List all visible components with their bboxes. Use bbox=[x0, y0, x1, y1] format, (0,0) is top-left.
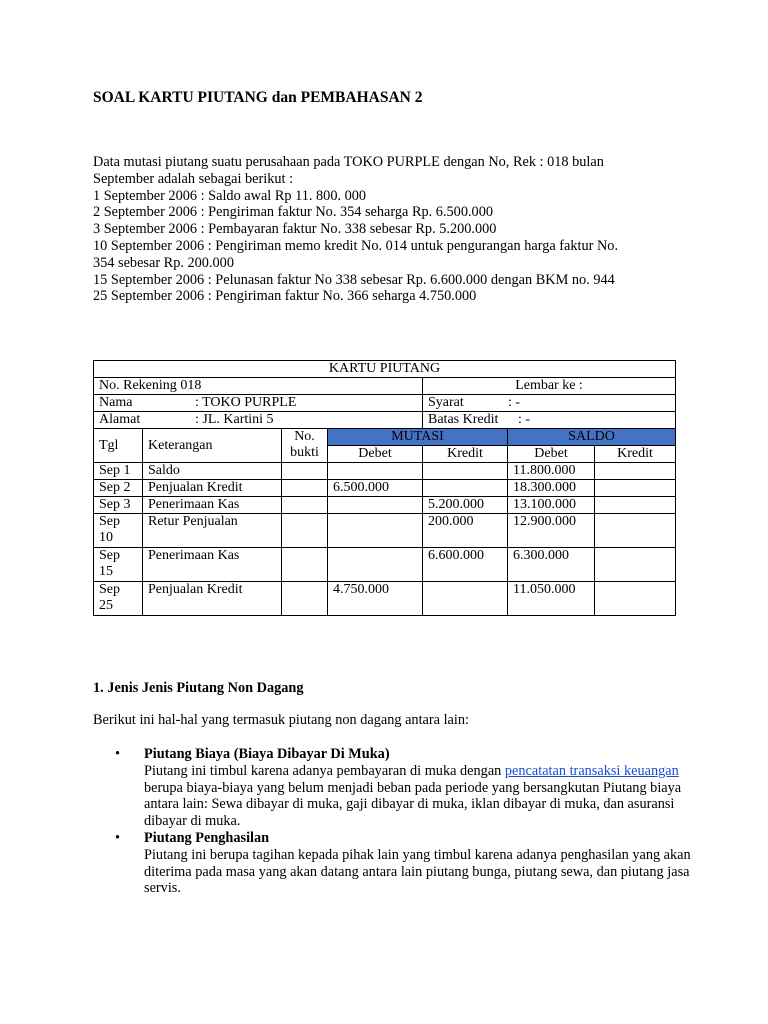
rekening-label: No. Rekening bbox=[99, 378, 177, 393]
cell-bukti bbox=[282, 548, 328, 582]
cell-keterangan: Penerimaan Kas bbox=[143, 497, 282, 514]
cell-mutasi-kredit: 200.000 bbox=[423, 514, 508, 548]
item-text: Piutang ini berupa tagihan kepada pihak lain yang timbul karena adanya penghasilan yang akan diterima pada masa yang akan datang antara lain piutang bunga, piutang sewa, dan piutang jasa servis. bbox=[144, 846, 691, 897]
alamat-cell bbox=[94, 412, 423, 429]
header-tgl: Tgl bbox=[94, 429, 143, 463]
cell-mutasi-kredit: 6.600.000 bbox=[423, 548, 508, 582]
nama-label: Nama bbox=[99, 395, 133, 410]
header-no-bukti: No. bukti bbox=[282, 429, 328, 463]
syarat-value: : - bbox=[508, 395, 521, 410]
item-heading: Piutang Penghasilan bbox=[144, 829, 270, 846]
item-text: berupa biaya-biaya yang belum menjadi beban pada periode yang bersangkutan Piutang biaya antara lain: Sewa dibayar di muka, gaji dibayar di muka, iklan dibayar di muka, dan asuransi dibayar di muka. bbox=[144, 779, 682, 830]
header-keterangan: Keterangan bbox=[143, 429, 282, 463]
batas-kredit-label: Batas Kredit bbox=[428, 412, 499, 427]
intro-line: 354 sebesar Rp. 200.000 bbox=[93, 254, 234, 271]
rekening-cell bbox=[94, 378, 423, 395]
cell-saldo-kredit bbox=[595, 548, 676, 582]
cell-mutasi-debet bbox=[328, 514, 423, 548]
cell-saldo-debet: 11.050.000 bbox=[508, 582, 595, 616]
pencatatan-transaksi-link[interactable]: pencatatan transaksi keuangan bbox=[504, 762, 679, 779]
header-saldo: SALDO bbox=[508, 429, 676, 446]
intro-line: 25 September 2006 : Pengiriman faktur No. 366 seharga 4.750.000 bbox=[93, 288, 477, 305]
list-item bbox=[93, 830, 713, 897]
cell-saldo-debet: 12.900.000 bbox=[508, 514, 595, 548]
table-row bbox=[94, 582, 676, 616]
section-lead: Berikut ini hal-hal yang termasuk piutang non dagang antara lain: bbox=[93, 712, 469, 728]
cell-mutasi-debet: 6.500.000 bbox=[328, 480, 423, 497]
alamat-label: Alamat bbox=[99, 412, 141, 427]
cell-keterangan: Retur Penjualan bbox=[143, 514, 282, 548]
cell-bukti bbox=[282, 497, 328, 514]
cell-mutasi-debet bbox=[328, 548, 423, 582]
header-saldo-debet: Debet bbox=[508, 446, 595, 463]
page-title: SOAL KARTU PIUTANG dan PEMBAHASAN 2 bbox=[93, 89, 423, 106]
kartu-title: KARTU PIUTANG bbox=[94, 361, 676, 378]
cell-saldo-debet: 11.800.000 bbox=[508, 463, 595, 480]
intro-line: 1 September 2006 : Saldo awal Rp 11. 800. 000 bbox=[93, 187, 367, 204]
table-row bbox=[94, 463, 676, 480]
intro-text bbox=[93, 154, 693, 305]
header-mutasi-debet: Debet bbox=[328, 446, 423, 463]
syarat-cell bbox=[423, 395, 676, 412]
cell-tgl: Sep 2 bbox=[94, 480, 143, 497]
cell-tgl: Sep 10 bbox=[94, 514, 143, 548]
syarat-label: Syarat bbox=[428, 395, 464, 410]
cell-mutasi-kredit: 5.200.000 bbox=[423, 497, 508, 514]
header-mutasi-kredit: Kredit bbox=[423, 446, 508, 463]
cell-keterangan: Saldo bbox=[143, 463, 282, 480]
cell-tgl: Sep 1 bbox=[94, 463, 143, 480]
lembar-cell: Lembar ke : bbox=[423, 378, 676, 395]
cell-keterangan: Penerimaan Kas bbox=[143, 548, 282, 582]
item-heading: Piutang Biaya (Biaya Dibayar Di Muka) bbox=[144, 746, 390, 762]
intro-line: 2 September 2006 : Pengiriman faktur No. 354 seharga Rp. 6.500.000 bbox=[93, 204, 493, 221]
cell-saldo-debet: 18.300.000 bbox=[508, 480, 595, 497]
alamat-value: : JL. Kartini 5 bbox=[195, 412, 274, 427]
item-text: Piutang ini timbul karena adanya pembayaran di muka dengan bbox=[144, 762, 505, 779]
cell-saldo-kredit bbox=[595, 514, 676, 548]
table-row bbox=[94, 514, 676, 548]
cell-bukti bbox=[282, 582, 328, 616]
intro-line: 3 September 2006 : Pembayaran faktur No. 338 sebesar Rp. 5.200.000 bbox=[93, 221, 497, 238]
cell-bukti bbox=[282, 463, 328, 480]
batas-kredit-cell bbox=[423, 412, 676, 429]
table-row bbox=[94, 480, 676, 497]
cell-saldo-kredit bbox=[595, 497, 676, 514]
cell-mutasi-kredit bbox=[423, 582, 508, 616]
cell-mutasi-debet: 4.750.000 bbox=[328, 582, 423, 616]
intro-line: September adalah sebagai berikut : bbox=[93, 170, 294, 187]
header-mutasi: MUTASI bbox=[328, 429, 508, 446]
intro-line: Data mutasi piutang suatu perusahaan pada TOKO PURPLE dengan No, Rek : 018 bulan bbox=[93, 154, 604, 170]
cell-keterangan: Penjualan Kredit bbox=[143, 480, 282, 497]
table-row bbox=[94, 497, 676, 514]
cell-bukti bbox=[282, 514, 328, 548]
rekening-value: : 018 bbox=[173, 378, 202, 393]
list-item bbox=[93, 746, 713, 830]
cell-saldo-kredit bbox=[595, 480, 676, 497]
cell-keterangan: Penjualan Kredit bbox=[143, 582, 282, 616]
cell-mutasi-debet bbox=[328, 497, 423, 514]
item-body bbox=[144, 763, 713, 830]
header-saldo-kredit: Kredit bbox=[595, 446, 676, 463]
cell-tgl: Sep 3 bbox=[94, 497, 143, 514]
cell-mutasi-debet bbox=[328, 463, 423, 480]
cell-tgl: Sep 25 bbox=[94, 582, 143, 616]
item-body bbox=[144, 847, 713, 897]
cell-saldo-kredit bbox=[595, 463, 676, 480]
cell-bukti bbox=[282, 480, 328, 497]
cell-saldo-debet: 13.100.000 bbox=[508, 497, 595, 514]
intro-line: 10 September 2006 : Pengiriman memo kredit No. 014 untuk pengurangan harga faktur No. bbox=[93, 237, 619, 254]
bullet-icon: • bbox=[115, 746, 121, 762]
cell-mutasi-kredit bbox=[423, 480, 508, 497]
nama-value: : TOKO PURPLE bbox=[195, 395, 297, 410]
batas-kredit-value: : - bbox=[518, 412, 531, 427]
section-title: 1. Jenis Jenis Piutang Non Dagang bbox=[93, 680, 304, 696]
bullet-icon: • bbox=[115, 829, 121, 846]
cell-tgl: Sep 15 bbox=[94, 548, 143, 582]
intro-line: 15 September 2006 : Pelunasan faktur No 338 sebesar Rp. 6.600.000 dengan BKM no. 944 bbox=[93, 271, 615, 288]
nama-cell bbox=[94, 395, 423, 412]
table-row bbox=[94, 548, 676, 582]
cell-mutasi-kredit bbox=[423, 463, 508, 480]
kartu-piutang-table bbox=[93, 360, 676, 616]
cell-saldo-debet: 6.300.000 bbox=[508, 548, 595, 582]
piutang-list bbox=[93, 746, 713, 897]
cell-saldo-kredit bbox=[595, 582, 676, 616]
